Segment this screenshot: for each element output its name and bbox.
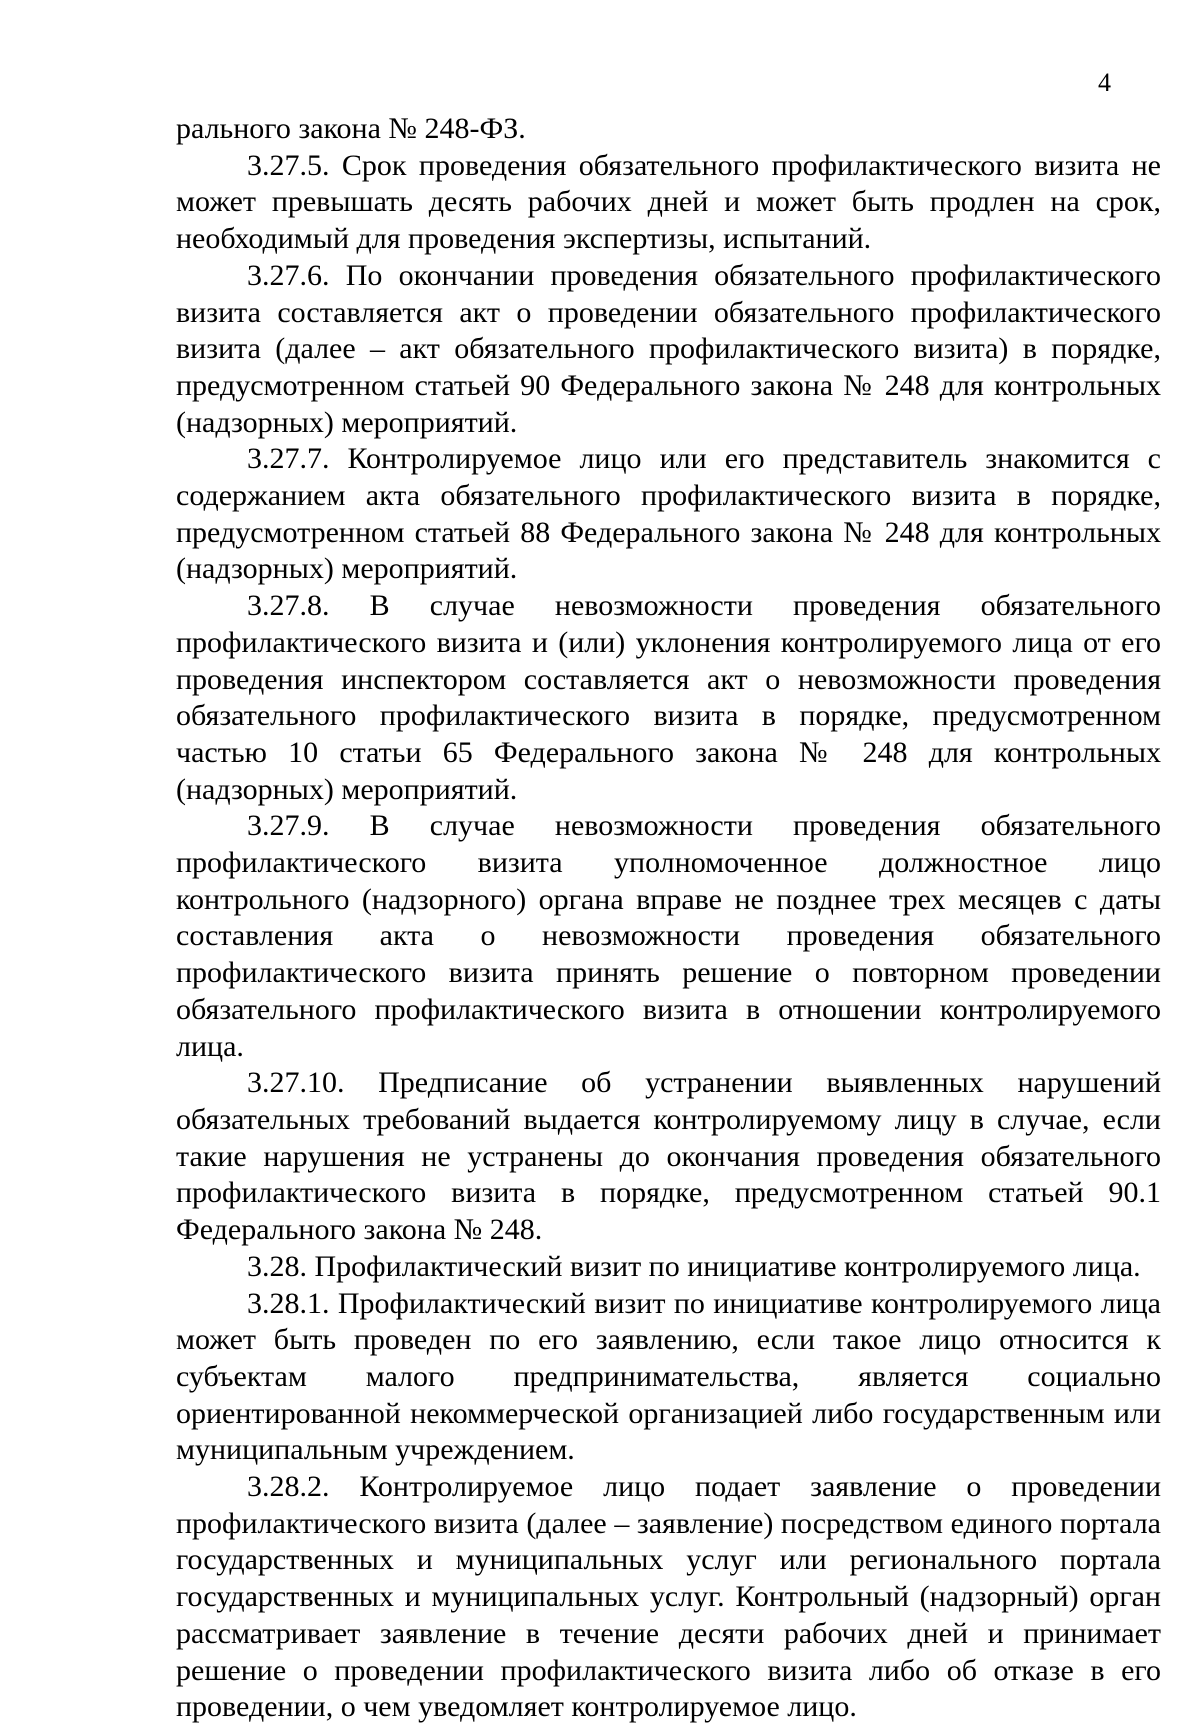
document-body (176, 111, 1161, 1726)
paragraph-continuation: рального закона № 248-ФЗ. (176, 112, 526, 145)
paragraph-3-28-2: 3.28.2. Контролируемое лицо подает заявление о проведении профилактического визита (далее – заявление) посредством единого портала государственных и муниципальных услуг или регионального портала государственных и муниципальных услуг. Контрольный (надзорный) орган рассматривает заявление в течение десяти рабочих дней и принимает решение о проведении профилактического визита либо об отказе в его проведении, о чем уведомляет контролируемое лицо. (176, 1470, 1161, 1724)
paragraph-3-27-7: 3.27.7. Контролируемое лицо или его представитель знакомится с содержанием акта обязательного профилактического визита в порядке, предусмотренном статьей 88 Федерального закона № 248 для контрольных (надзорных) мероприятий. (176, 442, 1161, 586)
paragraph-3-27-8: 3.27.8. В случае невозможности проведения обязательного профилактического визита и (или) уклонения контролируемого лица от его проведения инспектором составляется акт о невозможности проведения обязательного профилактического визита в порядке, предусмотренном частью 10 статьи 65 Федерального закона № 248 для контрольных (надзорных) мероприятий. (176, 589, 1161, 806)
paragraph-3-28-1: 3.28.1. Профилактический визит по инициативе контролируемого лица может быть проведен по его заявлению, если такое лицо относится к субъектам малого предпринимательства, является социально ориентированной некоммерческой организацией либо государственным или муниципальным учреждением. (176, 1286, 1161, 1467)
paragraph-3-27-6: 3.27.6. По окончании проведения обязательного профилактического визита составляется акт о проведении обязательного профилактического визита (далее – акт обязательного профилактического визита) в порядке, предусмотренном статьей 90 Федерального закона № 248 для контрольных (надзорных) мероприятий. (176, 258, 1161, 439)
paragraph-3-28: 3.28. Профилактический визит по инициативе контролируемого лица. (247, 1249, 1141, 1283)
paragraph-3-27-10: 3.27.10. Предписание об устранении выявленных нарушений обязательных требований выдается контролируемому лицу в случае, если такие нарушения не устранены до окончания проведения обязательного профилактического визита в порядке, предусмотренном статьей 90.1 Федерального закона № 248. (176, 1066, 1161, 1247)
page-number: 4 (1098, 68, 1111, 97)
paragraph-3-27-5: 3.27.5. Срок проведения обязательного профилактического визита не может превышать десять рабочих дней и может быть продлен на срок, необходимый для проведения экспертизы, испытаний. (176, 148, 1161, 256)
paragraph-3-27-9: 3.27.9. В случае невозможности проведения обязательного профилактического визита уполномоченное должностное лицо контрольного (надзорного) органа вправе не позднее трех месяцев с даты составления акта о невозможности проведения обязательного профилактического визита принять решение о повторном проведении обязательного профилактического визита в отношении контролируемого лица. (176, 809, 1161, 1063)
